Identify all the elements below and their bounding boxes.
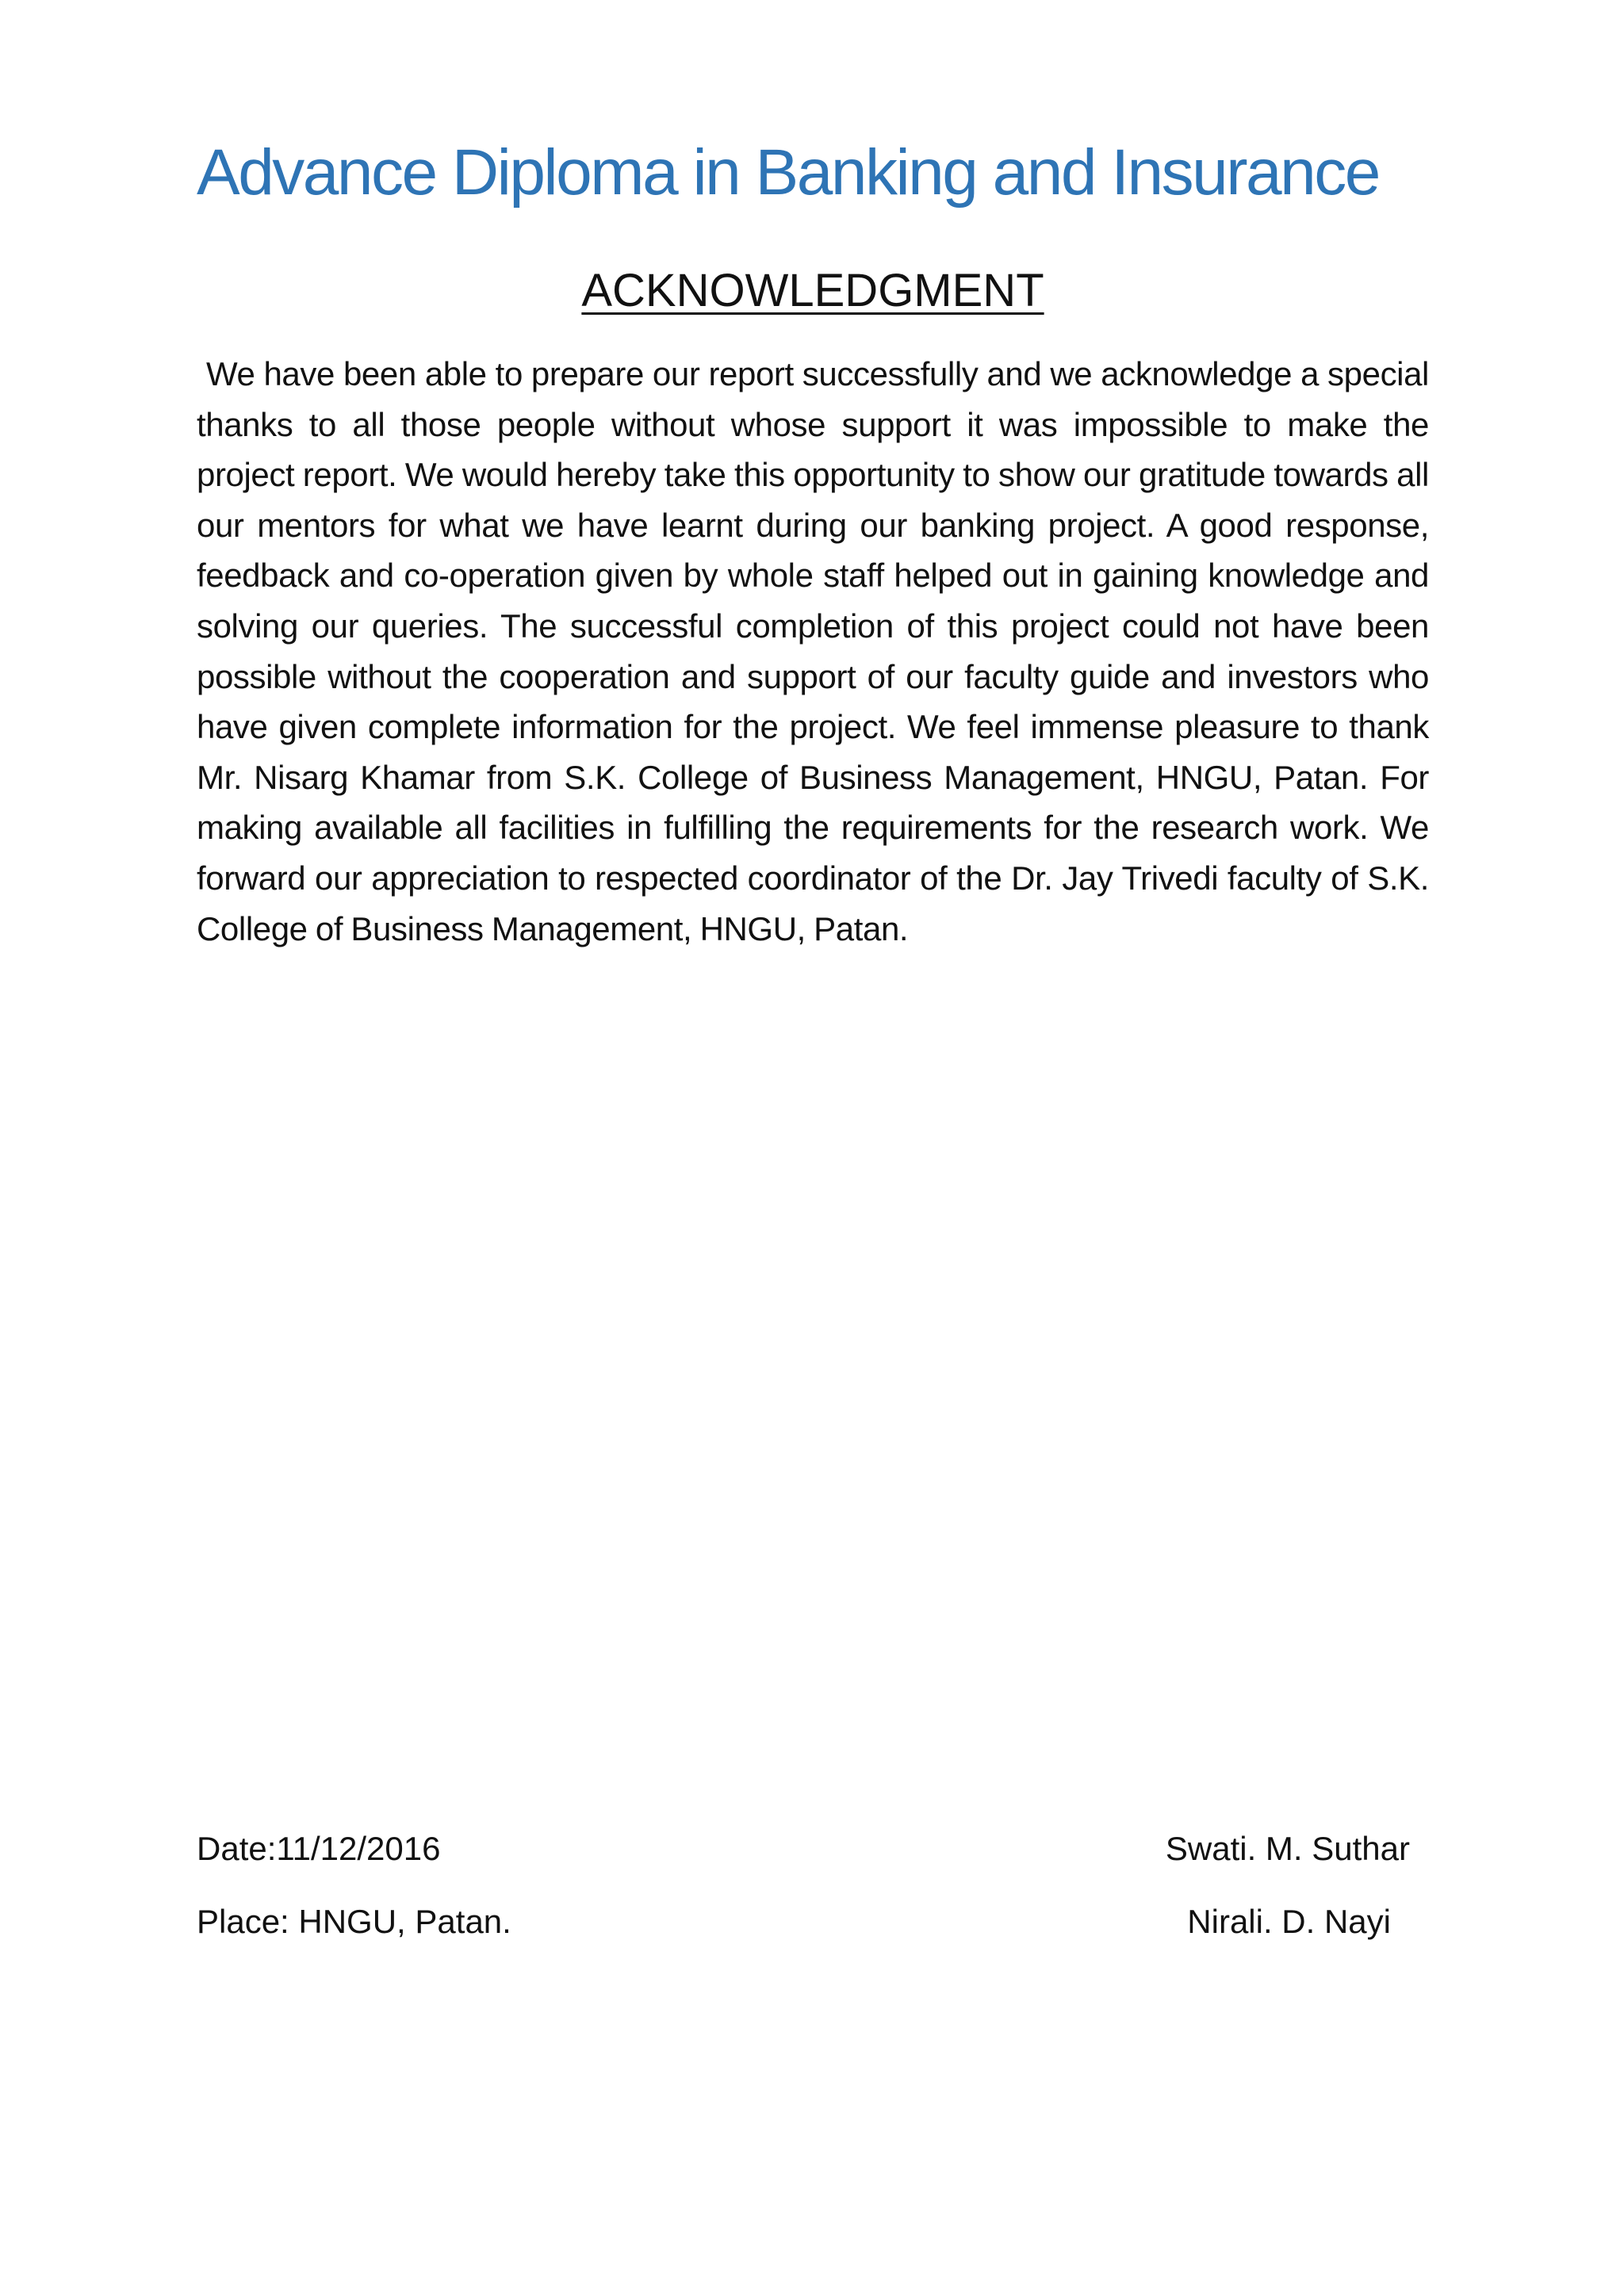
- program-title: Advance Diploma in Banking and Insurance: [197, 136, 1379, 209]
- acknowledgment-heading: [197, 262, 1429, 320]
- acknowledgment-heading-text: ACKNOWLEDGMENT: [581, 265, 1044, 316]
- place-text: Place: HNGU, Patan.: [197, 1903, 511, 1940]
- signatory-name: Swati. M. Suthar: [1165, 1830, 1410, 1867]
- acknowledgment-body: We have been able to prepare our report successfully and we acknowledge a special thanks to all those people without whose support it was impossible to make the project report. We would hereby take this opportunity to show our gratitude towards all our mentors for what we have learnt during our banking project. A good response, feedback and co-operation given by whole staff helped out in gaining knowledge and solving our queries. The successful completion of this project could not have been possible without the cooperation and support of our faculty guide and investors who have given complete information for the project. We feel immense pleasure to thank Mr. Nisarg Khamar from S.K. College of Business Management, HNGU, Patan. For making available all facilities in fulfilling the requirements for the research work. We forward our appreciation to respected coordinator of the Dr. Jay Trivedi faculty of S.K. College of Business Management, HNGU, Patan.: [197, 355, 1429, 947]
- date-text: Date:11/12/2016: [197, 1830, 441, 1867]
- signatory-name: Nirali. D. Nayi: [1187, 1903, 1391, 1940]
